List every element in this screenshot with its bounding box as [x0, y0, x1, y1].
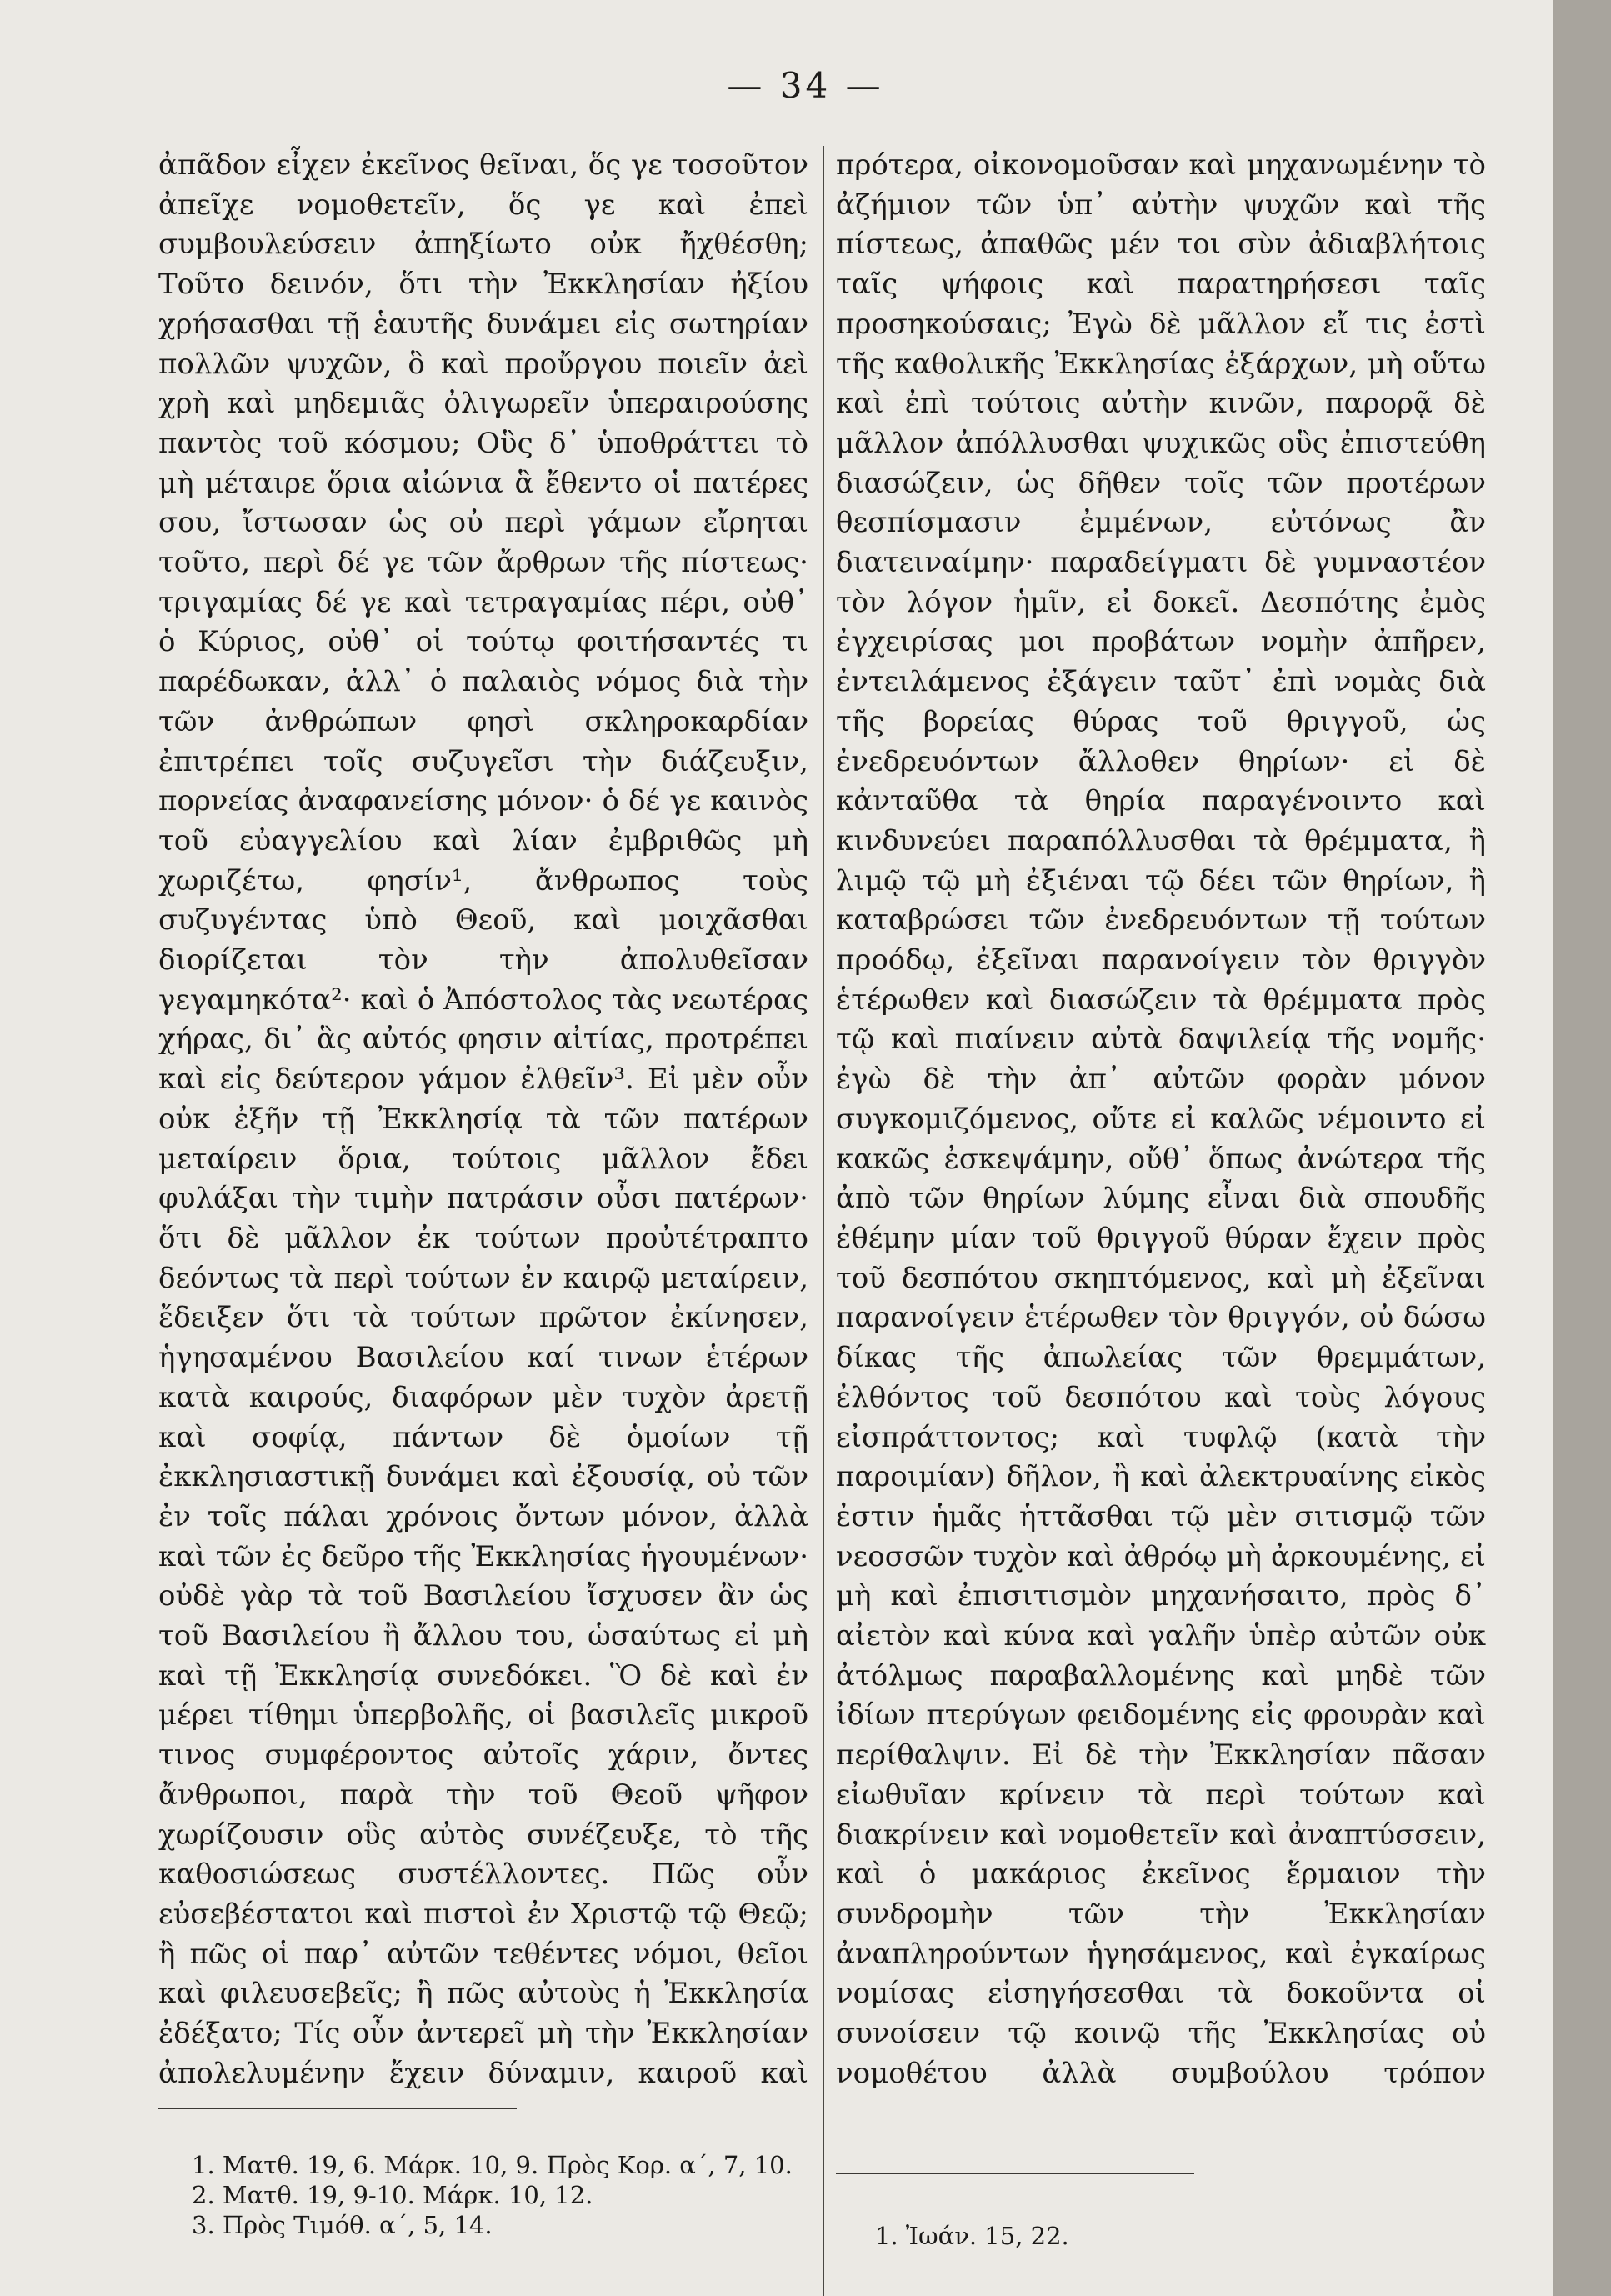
- column-divider: [823, 146, 824, 2296]
- right-column-text: πρότερα, οἰκονομοῦσαν καὶ μηχανωμένην τὸ ἀζήμιον τῶν ὑπ᾿ αὐτὴν ψυχῶν καὶ τῆς πίστεως, ἀπαθῶς μέν τοι σὺν ἀδιαβλήτοις ταῖς ψήφοις καὶ παρατηρήσεσι ταῖς προσηκούσαις; Ἐγὼ δὲ μᾶλλον εἴ τις ἐστὶ τῆς καθολικῆς Ἐκκλησίας ἐξάρχων, μὴ οὕτω καὶ ἐπὶ τούτοις αὐτὴν κινῶν, παρορᾷ δὲ μᾶλλον ἀπόλλυσθαι ψυχικῶς οὓς ἐπιστεύθη διασώζειν, ὡς δῆθεν τοῖς τῶν προτέρων θεσπίσμασιν ἐμμένων, εὐτόνως ἂν διατειναίμην· παραδείγματι δὲ γυμναστέον τὸν λόγον ἡμῖν, εἰ δοκεῖ. Δεσπότης ἐμὸς ἐγχειρίσας μοι προβάτων νομὴν ἀπῆρεν, ἐντειλάμενος ἐξάγειν ταῦτ᾿ ἐπὶ νομὰς διὰ τῆς βορείας θύρας τοῦ θριγγοῦ, ὡς ἐνεδρευόντων ἄλλοθεν θηρίων· εἰ δὲ κἀνταῦθα τὰ θηρία παραγένοιντο καὶ κινδυνεύει παραπόλλυσθαι τὰ θρέμματα, ἢ λιμῷ τῷ μὴ ἐξιέναι τῷ δέει τῶν θηρίων, ἢ καταβρώσει τῶν ἐνεδρευόντων τῇ τούτων προόδῳ, ἐξεῖναι παρανοίγειν τὸν θριγγὸν ἑτέρωθεν καὶ διασώζειν τὰ θρέμματα πρὸς τῷ καὶ πιαίνειν αὐτὰ δαψιλείᾳ τῆς νομῆς· ἐγὼ δὲ τὴν ἀπ᾿ αὐτῶν φορὰν μόνον συγκομιζόμενος, οὔτε εἰ καλῶς νέμοιντο εἰ κακῶς ἐσκεψάμην, οὔθ᾿ ὅπως ἀνώτερα τῆς ἀπὸ τῶν θηρίων λύμης εἶναι διὰ σπουδῆς ἐθέμην μίαν τοῦ θριγγοῦ θύραν ἔχειν πρὸς τοῦ δεσπότου σκηπτόμενος, καὶ μὴ ἐξεῖναι παρανοίγειν ἑτέρωθεν τὸν θριγγόν, οὐ δώσω δίκας τῆς ἀπωλείας τῶν θρεμμάτων, ἐλθόντος τοῦ δεσπότου καὶ τοὺς λόγους εἰσπράττοντος; καὶ τυφλῷ (κατὰ τὴν παροιμίαν) δῆλον, ἢ καὶ ἀλεκτρυαίνης εἰκὸς ἐστιν ἡμᾶς ἡττᾶσθαι τῷ μὲν σιτισμῷ τῶν νεοσσῶν τυχὸν καὶ ἀθρόῳ μὴ ἀρκουμένης, εἰ μὴ καὶ ἐπισιτισμὸν μηχανήσαιτο, πρὸς δ᾿ αἰετὸν καὶ κύνα καὶ γαλῆν ὑπὲρ αὐτῶν οὐκ ἀτόλμως παραβαλλομένης καὶ μηδὲ τῶν ἰδίων πτερύγων φειδομένης εἰς φρουρὰν καὶ περίθαλψιν. Εἰ δὲ τὴν Ἐκκλησίαν πᾶσαν εἰωθυῖαν κρίνειν τὰ περὶ τούτων καὶ διακρίνειν καὶ νομοθετεῖν καὶ ἀναπτύσσειν, καὶ ὁ μακάριος ἐκεῖνος ἕρμαιον τὴν συνδρομὴν τῶν τὴν Ἐκκλησίαν ἀναπληρούντων ἡγησάμενος, καὶ ἐγκαίρως νομίσας εἰσηγήσεσθαι τὰ δοκοῦντα οἱ συνοίσειν τῷ κοινῷ τῆς Ἐκκλησίας οὐ νομοθέτου ἀλλὰ συμβούλου τρόπον: [836, 148, 1486, 2090]
- page-edge-shadow: [1553, 0, 1611, 2296]
- footnote-rule-left: [158, 2108, 517, 2109]
- footnotes-left: [192, 2150, 808, 2240]
- footnote-rule-right: [836, 2173, 1194, 2174]
- left-column: [158, 146, 808, 2096]
- left-column-text: ἀπᾶδον εἶχεν ἐκεῖνος θεῖναι, ὅς γε τοσοῦτον ἀπεῖχε νομοθετεῖν, ὅς γε καὶ ἐπεὶ συμβουλεύσειν ἀπηξίωτο οὐκ ἤχθέσθη; Τοῦτο δεινόν, ὅτι τὴν Ἐκκλησίαν ἠξίου χρήσασθαι τῇ ἑαυτῆς δυνάμει εἰς σωτηρίαν πολλῶν ψυχῶν, ὃ καὶ προὔργου ποιεῖν ἀεὶ χρὴ καὶ μηδεμιᾶς ὀλιγωρεῖν ὑπεραιρούσης παντὸς τοῦ κόσμου; Οὓς δ᾿ ὑποθράττει τὸ μὴ μέταιρε ὅρια αἰώνια ἃ ἔθεντο οἱ πατέρες σου, ἴστωσαν ὡς οὐ περὶ γάμων εἴρηται τοῦτο, περὶ δέ γε τῶν ἄρθρων τῆς πίστεως· τριγαμίας δέ γε καὶ τετραγαμίας πέρι, οὐθ᾿ ὁ Κύριος, οὐθ᾿ οἱ τούτῳ φοιτήσαντές τι παρέδωκαν, ἀλλ᾿ ὁ παλαιὸς νόμος διὰ τὴν τῶν ἀνθρώπων φησὶ σκληροκαρδίαν ἐπιτρέπει τοῖς συζυγεῖσι τὴν διάζευξιν, πορνείας ἀναφανείσης μόνον· ὁ δέ γε καινὸς τοῦ εὐαγγελίου καὶ λίαν ἐμβριθῶς μὴ χωριζέτω, φησίν¹, ἄνθρωπος τοὺς συζυγέντας ὑπὸ Θεοῦ, καὶ μοιχᾶσθαι διορίζεται τὸν τὴν ἀπολυθεῖσαν γεγαμηκότα²· καὶ ὁ Ἀπόστολος τὰς νεωτέρας χήρας, δι᾿ ἃς αὐτός φησιν αἰτίας, προτρέπει καὶ εἰς δεύτερον γάμον ἐλθεῖν³. Εἰ μὲν οὖν οὐκ ἐξῆν τῇ Ἐκκλησίᾳ τὰ τῶν πατέρων μεταίρειν ὅρια, τούτοις μᾶλλον ἔδει φυλάξαι τὴν τιμὴν πατράσιν οὖσι πατέρων· ὅτι δὲ μᾶλλον ἐκ τούτων προὐτέτραπτο δεόντως τὰ περὶ τούτων ἐν καιρῷ μεταίρειν, ἔδειξεν ὅτι τὰ τούτων πρῶτον ἐκίνησεν, ἡγησαμένου Βασιλείου καί τινων ἑτέρων κατὰ καιρούς, διαφόρων μὲν τυχὸν ἀρετῇ καὶ σοφίᾳ, πάντων δὲ ὁμοίων τῇ ἐκκλησιαστικῇ δυνάμει καὶ ἐξουσίᾳ, οὐ τῶν ἐν τοῖς πάλαι χρόνοις ὄντων μόνον, ἀλλὰ καὶ τῶν ἐς δεῦρο τῆς Ἐκκλησίας ἡγουμένων· οὐδὲ γὰρ τὰ τοῦ Βασιλείου ἴσχυσεν ἂν ὡς τοῦ Βασιλείου ἢ ἄλλου του, ὡσαύτως εἰ μὴ καὶ τῇ Ἐκκλησίᾳ συνεδόκει. Ὃ δὲ καὶ ἐν μέρει τίθημι ὑπερβολῆς, οἱ βασιλεῖς μικροῦ τινος συμφέροντος αὐτοῖς χάριν, ὄντες ἄνθρωποι, παρὰ τὴν τοῦ Θεοῦ ψῆφον χωρίζουσιν οὓς αὐτὸς συνέζευξε, τὸ τῆς καθοσιώσεως συστέλλοντες. Πῶς οὖν εὐσεβέστατοι καὶ πιστοὶ ἐν Χριστῷ τῷ Θεῷ; ἢ πῶς οἱ παρ᾿ αὐτῶν τεθέντες νόμοι, θεῖοι καὶ φιλευσεβεῖς; ἢ πῶς αὐτοὺς ἡ Ἐκκλησία ἐδέξατο; Τίς οὖν ἀντερεῖ μὴ τὴν Ἐκκλησίαν ἀπολελυμένην ἔχειν δύναμιν, καιροῦ καὶ: [158, 148, 808, 2090]
- footnotes-right: [875, 2221, 1458, 2251]
- footnote-right-1: 1. Ἰωάν. 15, 22.: [875, 2222, 1069, 2250]
- footnote-left-3: 3. Πρὸς Τιμόθ. α΄, 5, 14.: [192, 2211, 493, 2239]
- page-number: — 34 —: [727, 65, 884, 106]
- footnote-left-1: 1. Ματθ. 19, 6. Μάρκ. 10, 9. Πρὸς Κορ. α΄, 7, 10.: [192, 2151, 793, 2179]
- footnote-left-2: 2. Ματθ. 19, 9-10. Μάρκ. 10, 12.: [192, 2181, 593, 2209]
- right-column: [836, 146, 1486, 2096]
